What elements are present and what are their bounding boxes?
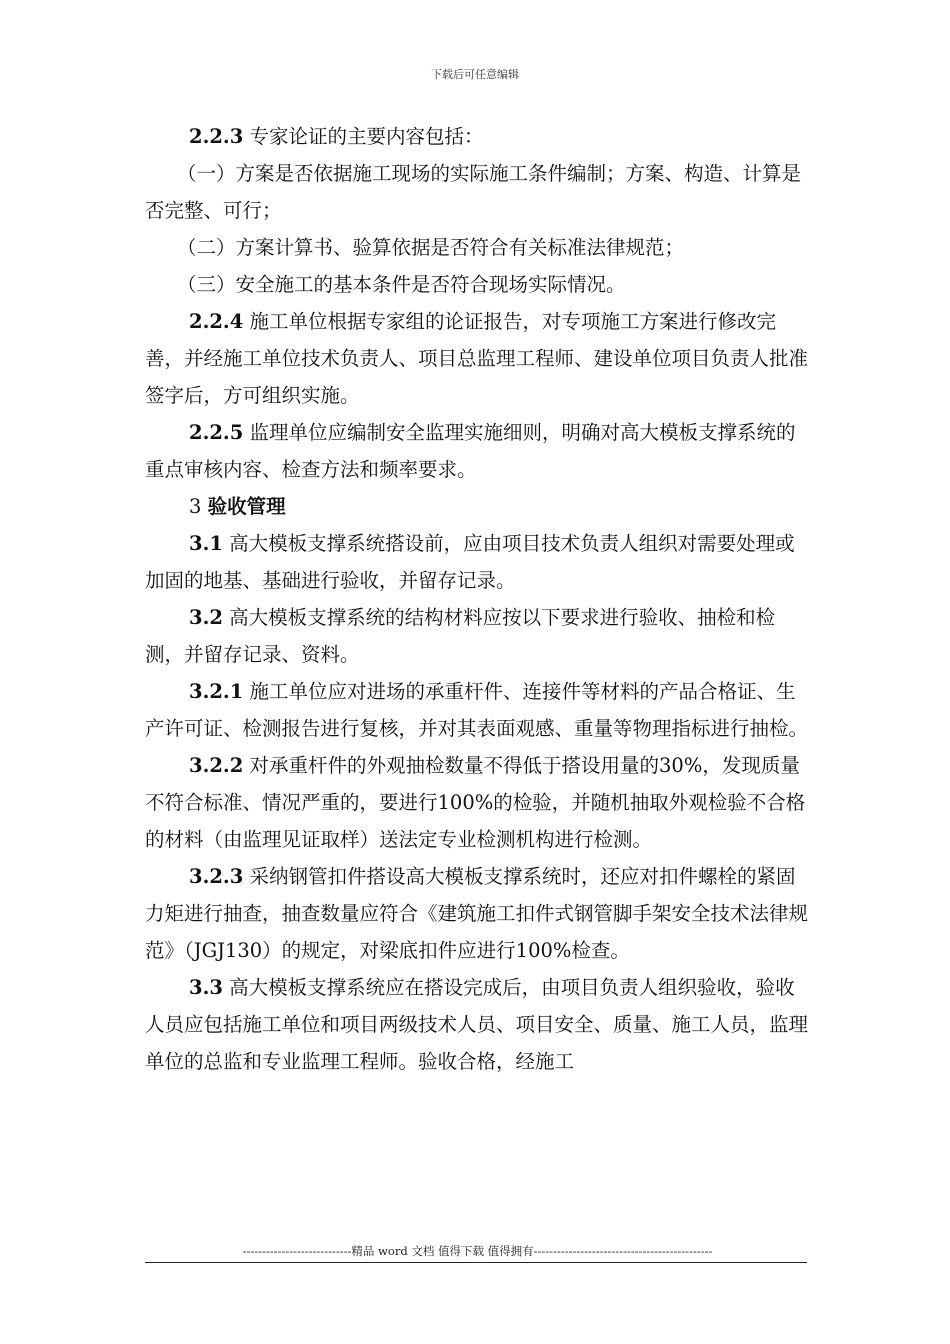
- paragraph-text: 采纳钢管扣件搭设高大模板支撑系统时，还应对扣件螺栓的紧固力矩进行抽查，抽查数量应符合《建筑施工扣件式钢管脚手架安全技术法律规范》（JGJ130）的规定，对梁底扣件应进行100%检查。: [145, 865, 809, 962]
- section-number: 2.2.3: [189, 125, 244, 148]
- paragraph: [145, 858, 810, 969]
- section-number: 3.2.2: [189, 754, 244, 777]
- footer-divider: [145, 1262, 807, 1263]
- page-footer: ----------------------------精品 word 文档 值得下载 值得拥有----------------------------------------------: [242, 1244, 713, 1258]
- paragraph-text: 施工单位应对进场的承重杆件、连接件等材料的产品合格证、生产许可证、检测报告进行复核，并对其表面观感、重量等物理指标进行抽检。: [145, 680, 809, 740]
- document-body: [145, 118, 810, 1080]
- paragraph: [145, 673, 810, 747]
- section-number: 3.1: [189, 532, 223, 555]
- paragraph-text: （一）方案是否依据施工现场的实际施工条件编制；方案、构造、计算是否完整、可行；: [145, 162, 802, 222]
- paragraph: [145, 303, 810, 414]
- section-number: 2.2.4: [189, 310, 244, 333]
- paragraph-text: 高大模板支撑系统的结构材料应按以下要求进行验收、抽检和检测，并留存记录、资料。: [145, 606, 776, 666]
- section-number: 3.3: [189, 976, 223, 999]
- paragraph: [145, 747, 810, 858]
- section-number: 3: [189, 495, 202, 518]
- list-item: [145, 229, 810, 266]
- paragraph: [145, 525, 810, 599]
- section-heading: [145, 488, 810, 525]
- paragraph-text: 高大模板支撑系统搭设前，应由项目技术负责人组织对需要处理或加固的地基、基础进行验收，并留存记录。: [145, 532, 795, 592]
- list-item: [145, 155, 810, 229]
- paragraph: [145, 969, 810, 1080]
- paragraph-text: 施工单位根据专家组的论证报告，对专项施工方案进行修改完善，并经施工单位技术负责人、项目总监理工程师、建设单位项目负责人批准签字后，方可组织实施。: [145, 310, 809, 407]
- section-number: 3.2: [189, 606, 223, 629]
- paragraph-text: 高大模板支撑系统应在搭设完成后，由项目负责人组织验收，验收人员应包括施工单位和项目两级技术人员、项目安全、质量、施工人员，监理单位的总监和专业监理工程师。验收合格，经施工: [145, 976, 809, 1073]
- section-number: 3.2.3: [189, 865, 244, 888]
- section-title: 验收管理: [207, 495, 286, 518]
- list-item: [145, 266, 810, 303]
- section-number: 2.2.5: [189, 421, 244, 444]
- page-header: 下载后可任意编辑: [431, 68, 519, 81]
- paragraph-text: （三）安全施工的基本条件是否符合现场实际情况。: [177, 273, 626, 296]
- paragraph: [145, 599, 810, 673]
- paragraph: [145, 118, 810, 155]
- paragraph-text: 监理单位应编制安全监理实施细则，明确对高大模板支撑系统的重点审核内容、检查方法和频率要求。: [145, 421, 796, 481]
- paragraph: [145, 414, 810, 488]
- paragraph-text: 对承重杆件的外观抽检数量不得低于搭设用量的30%，发现质量不符合标准、情况严重的，要进行100%的检验，并随机抽取外观检验不合格的材料（由监理见证取样）送法定专业检测机构进行检测。: [145, 754, 806, 851]
- paragraph-text: 专家论证的主要内容包括：: [249, 125, 484, 148]
- section-number: 3.2.1: [189, 680, 244, 703]
- paragraph-text: （二）方案计算书、验算依据是否符合有关标准法律规范；: [177, 236, 685, 259]
